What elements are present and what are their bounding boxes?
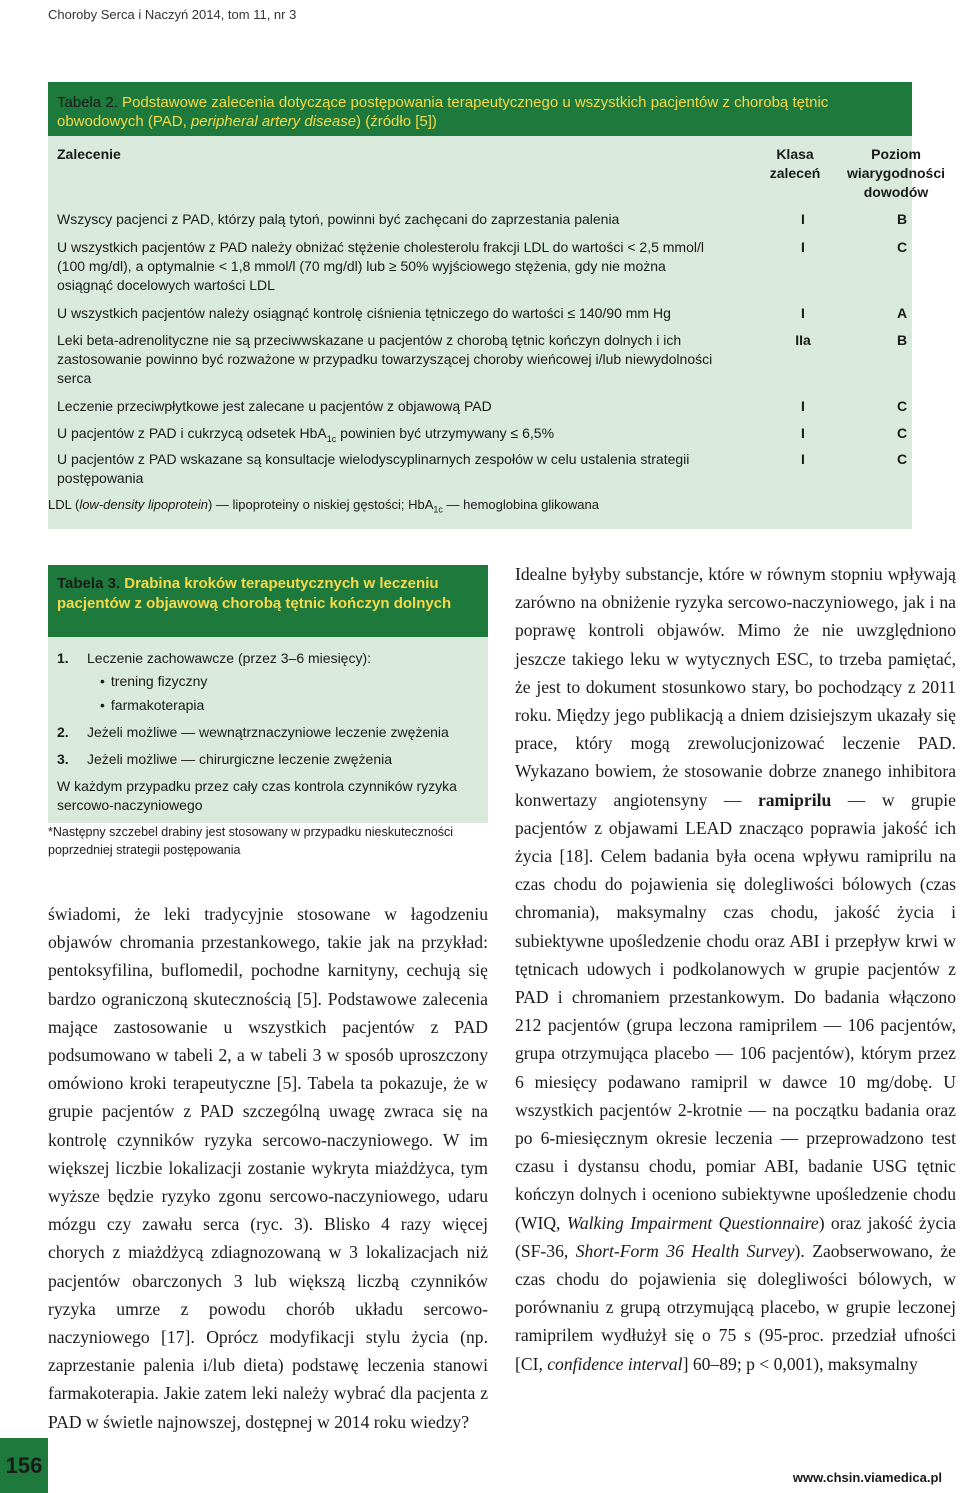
row-level: B	[896, 332, 908, 348]
footnote-italic: low-density lipoprotein	[79, 497, 208, 512]
step-number: 1.	[57, 650, 69, 666]
row-class: IIa	[795, 332, 811, 348]
col-header-class: Klasa zaleceń	[769, 146, 821, 181]
body-column-right	[515, 560, 956, 1378]
row-text-pre: U pacjentów z PAD i cukrzycą odsetek HbA	[57, 425, 327, 441]
body-paragraph	[515, 560, 956, 1378]
table-2	[48, 82, 946, 529]
bullet-item: • farmakoterapia	[100, 696, 204, 715]
text-run-italic: Walking Impairment Questionnaire	[566, 1212, 819, 1233]
row-level: B	[896, 211, 908, 227]
step-closing: W każdym przypadku przez cały czas kontrola czynników ryzyka sercowo-naczyniowego	[57, 778, 457, 813]
row-level: C	[896, 451, 908, 467]
row-level: A	[896, 305, 908, 321]
step-text: Jeżeli możliwe — wewnątrznaczyniowe leczenie zwężenia	[87, 724, 449, 740]
row-text-sub: 1c	[326, 433, 337, 444]
page-number: 156	[0, 1438, 48, 1493]
row-level: C	[896, 239, 908, 255]
journal-header: Choroby Serca i Naczyń 2014, tom 11, nr 3	[48, 7, 297, 22]
table-2-label: Tabela 2.	[57, 94, 118, 111]
footnote-pre: LDL (	[48, 497, 80, 512]
table-2-header	[48, 82, 912, 136]
row-text	[57, 424, 725, 449]
row-class: I	[801, 239, 805, 255]
row-text: Leki beta-adrenolityczne nie są przeciwwskazane u pacjentów z chorobą tętnic kończyn dolnych i ich zastosowanie powinno być rozważone w przypadku towarzyszącej choroby wieńcowej i/lub niewydolności serca	[57, 332, 713, 386]
body-paragraph: świadomi, że leki tradycyjnie stosowane w łagodzeniu objawów chromania przestankowego, takie jak na przykład: pentoksyfilina, buflomedil, pochodne karnityny, cechują się bardzo ograniczoną skutecznością [5]. Podstawowe zalecenia mające zastosowanie u wszystkich pacjentów z PAD podsumowano w tabeli 2, a w tabeli 3 w sposób uproszczony omówiono kroki terapeutyczne [5]. Tabela ta pokazuje, że w grupie pacjentów z PAD szczególną uwagę zwraca się na kontrolę czynników ryzyka sercowo-naczyniowego. W im większej liczbie lokalizacji zostanie wykryta miażdżyca, tym wyższe będzie ryzyko zgonu sercowo-naczyniowego, udaru mózgu czy zawału serca (ryc. 3). Blisko 4 razy więcej chorych z miażdżycą zdiagnozowaną w 3 lokalizacjach niż pacjentów obarczonych 3 lub większą liczbą czynników ryzyka umrze z powodu chorób układu sercowo-naczyniowego [17]. Oprócz modyfikacji stylu życia (np. zaprzestanie palenia i/lub dieta) podstawę leczenia stanowi farmakoterapia. Jakie zatem leki należy wybrać dla pacjenta z PAD w świetle najnowszej, dostępnej w 2014 roku wiedzy?	[48, 904, 488, 1432]
table-2-title-end: ) (źródło [5])	[356, 113, 437, 130]
text-run-italic: confidence interval	[547, 1353, 683, 1374]
row-class: I	[801, 305, 805, 321]
text-run: Idealne byłyby substancje, które w równym stopniu wpływają zarówno na obniżenie ryzyka sercowo-naczyniowego, jak i na poprawę kontroli objawów. Mimo że nie uwzględniono jeszcze takiego leku w wytycznych ESC, to trzeba pamiętać, że jest to dokument stosunkowo stary, bo pochodzący z 2011 roku. Między jego publikacją a dniem dzisiejszym ukazały się prace, który mogą zrewolucjonizować leczenie PAD. Wykazano bowiem, że stosowanie dobrze znanego inhibitora konwertazy angiotensyny —	[515, 564, 956, 810]
text-run-bold: ramiprilu	[757, 789, 832, 810]
step-text: Jeżeli możliwe — chirurgiczne leczenie zwężenia	[87, 751, 393, 767]
text-run: ) oraz jakość życia (SF-36,	[515, 1212, 957, 1261]
col-header-level: Poziom wiarygodności dowodów	[846, 146, 946, 200]
text-run: ] 60–89; p < 0,001), maksymalny	[682, 1353, 918, 1374]
row-level: C	[896, 425, 908, 441]
row-class: I	[801, 425, 805, 441]
row-text: U wszystkich pacjentów z PAD należy obniżać stężenie cholesterolu frakcji LDL do wartości < 2,5 mmol/l (100 mg/dl), a optymalnie < 1,8 mmol/l (70 mg/dl) lub ≥ 50% wyjściowego stężenia, gdy nie można osiągnąć docelowych wartości LDL	[57, 239, 704, 293]
table-2-title-italic: peripheral artery disease	[190, 113, 357, 130]
bullet-item: • trening fizyczny	[100, 672, 207, 691]
row-text: Leczenie przeciwpłytkowe jest zalecane u pacjentów z objawową PAD	[57, 398, 492, 414]
col-header-recommendation: Zalecenie	[57, 146, 121, 162]
table-2-footnote	[48, 496, 599, 519]
row-text: U pacjentów z PAD wskazane są konsultacje wielodyscyplinarnych zespołów w celu ustalenia strategii postępowania	[57, 451, 690, 486]
row-class: I	[801, 398, 805, 414]
body-column-left	[48, 900, 488, 1436]
text-run: — w grupie pacjentów z objawami LEAD znacząco poprawia jakość ich życia [18]. Celem badania była ocena wpływu ramiprilu na czas chodu do pojawienia się dolegliwości bólowych (czas chromania), maksymalny czas chodu, jakość życia i subiektywne upośledzenie chodu oraz ABI i przepływ krwi w tętnicach udowych i podkolanowych w grupie pacjentów z PAD i chromaniem przestankowym. Do badania włączono 212 pacjentów (grupa leczona ramiprilem — 106 pacjentów, grupa otrzymująca placebo — 106 pacjentów), którym przez 6 miesięcy podawano ramipril w dawce 10 mg/dobę. U wszystkich pacjentów 2-krotnie — na początku badania oraz po 6-miesięcznym okresie leczenia — przeprowadzono test czasu i dystansu chodu, pomiar ABI, badanie USG tętnic kończyn dolnych i oceniono subiektywne upośledzenie chodu (WIQ,	[515, 789, 956, 1233]
row-text: Wszyscy pacjenci z PAD, którzy palą tytoń, powinni być zachęcani do zaprzestania palenia	[57, 211, 620, 227]
table-3-title	[57, 574, 482, 614]
table-3-note: *Następny szczebel drabiny jest stosowany w przypadku nieskuteczności poprzedniej strategii postępowania	[48, 825, 454, 857]
table-3-label: Tabela 3.	[57, 575, 121, 592]
text-run-italic: Short-Form 36 Health Survey	[575, 1240, 795, 1261]
row-class: I	[801, 451, 805, 467]
table-2-title-text: Podstawowe zalecenia dotyczące postępowania terapeutycznego u wszystkich pacjentów z chorobą tętnic obwodowych (PAD,	[57, 94, 829, 130]
website-link[interactable]: www.chsin.viamedica.pl	[792, 1470, 942, 1485]
table-3	[48, 565, 488, 823]
step-number: 3.	[57, 751, 69, 767]
text-run: ). Zaobserwowano, że czas chodu do pojawienia się dolegliwości bólowych, w porównaniu z grupą otrzymującą placebo, w grupie leczonej ramiprilem wydłużył się o 75 s (95-proc. przedział ufności [CI,	[515, 1240, 956, 1374]
footnote-sub: 1c	[433, 504, 443, 515]
footnote-mid: ) — lipoproteiny o niskiej gęstości; HbA	[207, 497, 434, 512]
row-text-post: powinien być utrzymywany ≤ 6,5%	[336, 425, 555, 441]
row-level: C	[896, 398, 908, 414]
footnote-post: — hemoglobina glikowana	[442, 497, 599, 512]
row-class: I	[801, 211, 805, 227]
table-3-header	[48, 565, 488, 637]
table-3-title-text: Drabina kroków terapeutycznych w leczeniu pacjentów z objawową chorobą tętnic kończyn dolnych	[57, 575, 452, 612]
row-text: U wszystkich pacjentów należy osiągnąć kontrolę ciśnienia tętniczego do wartości ≤ 140/90 mm Hg	[57, 305, 671, 321]
step-number: 2.	[57, 724, 69, 740]
table-2-title	[57, 93, 907, 131]
step-text: Leczenie zachowawcze (przez 3–6 miesięcy):	[87, 650, 372, 666]
